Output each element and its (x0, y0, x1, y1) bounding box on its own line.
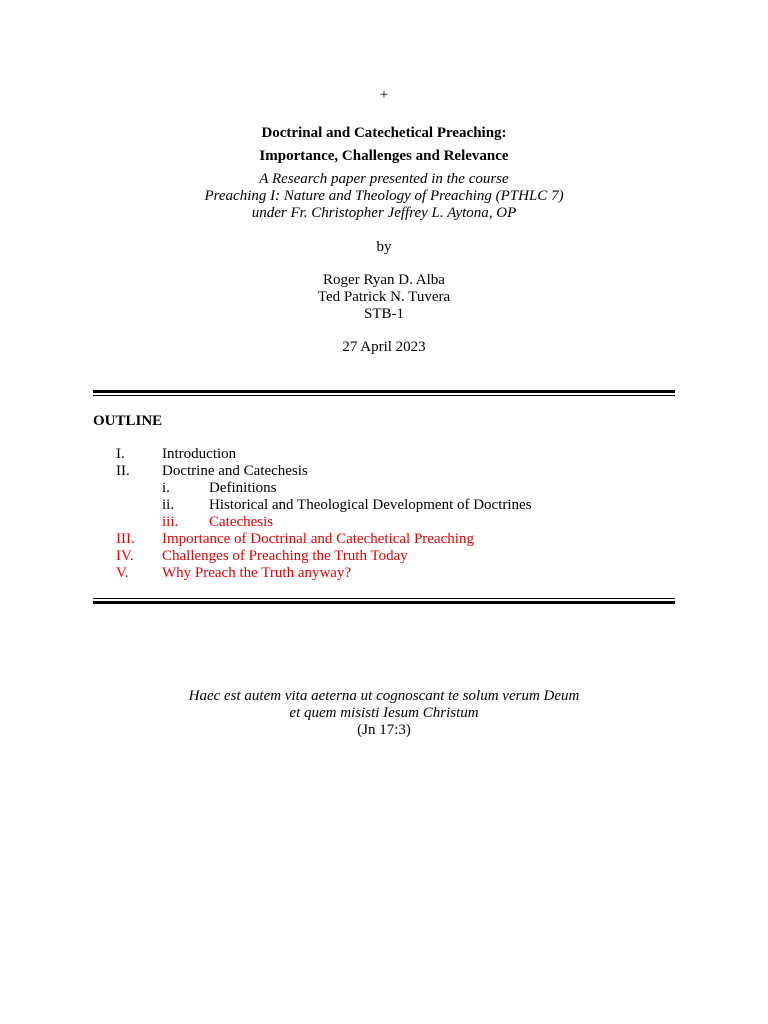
epigraph-reference: (Jn 17:3) (357, 722, 411, 738)
outline-item-label: Importance of Doctrinal and Catechetical Preaching (162, 531, 474, 547)
outline-item-label: Doctrine and Catechesis (162, 463, 308, 479)
outline-item-label: Definitions (209, 480, 277, 496)
course-line-3: under Fr. Christopher Jeffrey L. Aytona, OP (251, 205, 517, 221)
author-2: Ted Patrick N. Tuvera (317, 289, 451, 305)
outline-subitem (0, 497, 768, 514)
author-1: Roger Ryan D. Alba (323, 272, 445, 288)
cross-symbol: + (379, 87, 389, 103)
outline-item-number: IV. (116, 548, 134, 564)
outline-item (0, 531, 768, 548)
paper-title (0, 122, 768, 168)
outline-subitem (0, 514, 768, 531)
epigraph (0, 688, 768, 739)
by-label: by (376, 239, 392, 255)
date: 27 April 2023 (342, 339, 426, 355)
outline-item-number: III. (116, 531, 135, 547)
outline-item-number: V. (116, 565, 129, 581)
outline-item-number: II. (116, 463, 130, 479)
epigraph-line-2: et quem misisti Iesum Christum (289, 705, 479, 721)
course-line-1: A Research paper presented in the course (259, 171, 509, 187)
outline-subitem (0, 480, 768, 497)
title-line-1: Doctrinal and Catechetical Preaching: (261, 125, 507, 141)
outline-list (0, 446, 768, 582)
outline-item (0, 463, 768, 480)
outline-item-number: I. (116, 446, 125, 462)
course-info (0, 171, 768, 222)
outline-item-label: Catechesis (209, 514, 274, 530)
outline-item-number: iii. (162, 514, 179, 530)
authors-block (0, 272, 768, 323)
outline-item (0, 446, 768, 463)
outline-item-number: ii. (162, 497, 175, 513)
outline-item (0, 548, 768, 565)
outline-item-label: Challenges of Preaching the Truth Today (162, 548, 408, 564)
epigraph-line-1: Haec est autem vita aeterna ut cognoscant te solum verum Deum (188, 688, 580, 704)
outline-heading: OUTLINE (93, 413, 163, 429)
outline-item-number: i. (162, 480, 170, 496)
title-line-2: Importance, Challenges and Relevance (259, 148, 509, 164)
outline-item-label: Why Preach the Truth anyway? (162, 565, 352, 581)
outline-item-label: Introduction (162, 446, 237, 462)
outline-item (0, 565, 768, 582)
academic-level: STB-1 (363, 306, 404, 322)
outline-item-label: Historical and Theological Development of Doctrines (209, 497, 532, 513)
course-line-2: Preaching I: Nature and Theology of Preaching (PTHLC 7) (204, 188, 564, 204)
